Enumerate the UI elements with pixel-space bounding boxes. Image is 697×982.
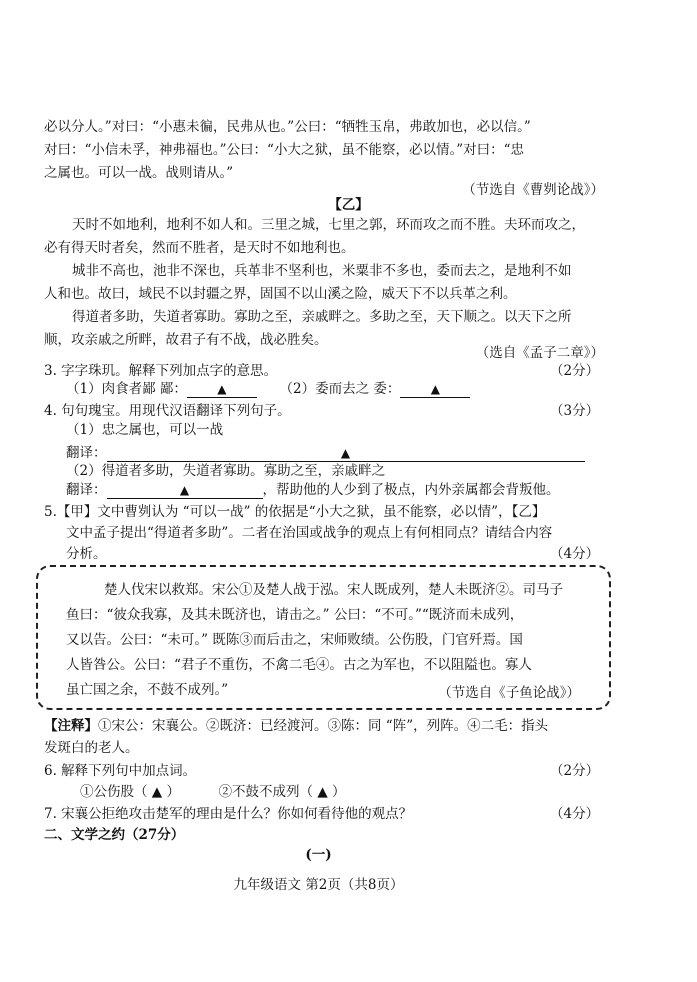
- q6-items: [80, 783, 640, 801]
- q6-score: （2分）: [550, 763, 600, 779]
- page-footer: 九年级语文 第2页（共8页）: [233, 877, 404, 893]
- answer-marker-icon: ▲: [340, 446, 351, 460]
- notes-text-1: ①宋公：宋襄公。②既济：已经渡河。③陈：同 “阵”，列阵。④二毛：指头: [98, 718, 549, 734]
- q6-item-a[interactable]: ①公伤股（ ▲ ）: [80, 784, 180, 800]
- passage-yi-p1b: 必有得天时者矣，然而不胜者，是天时不如地利也。: [44, 240, 355, 256]
- section2-sub: (一): [305, 847, 332, 863]
- q4-translation-1: [66, 444, 626, 462]
- passage-yi-p2b: 人和也。故曰，域民不以封疆之界，固国不以山溪之险，威天下不以兵革之利。: [44, 286, 517, 302]
- q6-item-b[interactable]: ②不鼓不成列（ ▲ ）: [218, 784, 346, 800]
- passage-yi-heading: 【乙】: [328, 197, 369, 213]
- q5-line-3: 分析。: [66, 546, 107, 562]
- passage-jia-source: （节选自《曹刿论战》）: [462, 182, 604, 198]
- section2-title: 二、文学之约（27分）: [44, 827, 185, 843]
- passage-bing-line-4: 人皆咎公。公曰：“君子不重伤，不禽二毛④。古之为军也，不以阻隘也。寡人: [66, 657, 532, 673]
- q5-line-1: 5.【甲】文中曹刿认为 “可以一战” 的依据是“小大之狱，虽不能察，必以情”，【乙】: [44, 504, 546, 520]
- passage-bing-line-3: 又以告。公曰：“未可。” 既陈③而后击之，宋师败绩。公伤股，门官歼焉。国: [66, 632, 523, 648]
- q3-stem: 3. 字字珠玑。解释下列加点字的意思。: [44, 363, 278, 379]
- q3-b-label: （2）委而去之 委：: [279, 381, 401, 397]
- answer-marker-icon: ▲: [217, 382, 227, 396]
- q4-translation-2-tail: ，帮助他的人少到了极点，内外亲属都会背叛他。: [262, 482, 560, 498]
- q4-translation-2: [66, 481, 626, 499]
- q4-translation-2-blank[interactable]: [107, 483, 263, 499]
- q4-trans-label-1: 翻译：: [66, 445, 107, 461]
- q4-stem: 4. 句句瑰宝。用现代汉语翻译下列句子。: [44, 403, 291, 419]
- answer-marker-icon: ▲: [430, 382, 440, 396]
- q7-score: （4分）: [550, 806, 600, 822]
- q4-trans-label-2: 翻译：: [66, 482, 107, 498]
- q4-score: （3分）: [550, 403, 600, 419]
- answer-marker-icon: ▲: [179, 483, 190, 497]
- q6-stem: 6. 解释下列句中加点词。: [44, 763, 197, 779]
- passage-yi-p1a: 天时不如地利，地利不如人和。三里之城，七里之郭，环而攻之而不胜。夫环而攻之，: [72, 217, 585, 233]
- notes-label: 【注释】: [44, 718, 98, 734]
- q3-a-answer-blank[interactable]: [187, 382, 257, 398]
- notes-line-1: [44, 717, 604, 735]
- passage-jia-line-1: 必以分人。”对曰：“小惠未徧，民弗从也。”公曰：“牺牲玉帛，弗敢加也，必以信。”: [44, 119, 531, 135]
- notes-line-2: 发斑白的老人。: [44, 740, 139, 756]
- passage-bing-source: （节选自《子鱼论战》）: [438, 685, 580, 701]
- q3-a-label: （1）肉食者鄙 鄙：: [66, 381, 187, 397]
- passage-yi-source: （选自《孟子二章》）: [475, 345, 604, 361]
- q5-line-2: 文中孟子提出“得道者多助”。二者在治国或战争的观点上有何相同点？请结合内容: [66, 525, 553, 541]
- passage-yi-p3b: 顺，攻亲戚之所畔，故君子有不战，战必胜矣。: [44, 332, 328, 348]
- passage-yi-p2a: 城非不高也，池非不深也，兵革非不坚利也，米粟非不多也，委而去之，是地利不如: [72, 263, 572, 279]
- q4-translation-1-blank[interactable]: [107, 446, 585, 462]
- passage-bing-line-5: 虽亡国之余，不鼓不成列。”: [66, 682, 229, 698]
- passage-bing-line-2: 鱼曰：“彼众我寡，及其未既济也，请击之。” 公曰：“不可。”“既济而未成列，: [66, 607, 524, 623]
- passage-jia-line-2: 对曰：“小信未孚，神弗福也。”公曰：“小大之狱，虽不能察，必以情。”对曰：“忠: [44, 142, 525, 158]
- q3-score: （2分）: [550, 363, 600, 379]
- q3-items: [66, 380, 626, 398]
- q7-stem: 7. 宋襄公拒绝攻击楚军的理由是什么？你如何看待他的观点？: [44, 806, 413, 822]
- q3-b-answer-blank[interactable]: [400, 382, 470, 398]
- q5-score: （4分）: [550, 546, 600, 562]
- q4-sentence-1: （1）忠之属也，可以一战: [66, 422, 224, 438]
- q4-sentence-2: （2）得道者多助，失道者寡助。寡助之至，亲戚畔之: [66, 463, 386, 479]
- passage-yi-p3a: 得道者多助，失道者寡助。寡助之至，亲戚畔之。多助之至，天下顺之。以天下之所: [72, 309, 572, 325]
- passage-jia-line-3: 之属也。可以一战。战则请从。”: [44, 165, 234, 181]
- passage-bing-line-1: 楚人伐宋以救郑。宋公①及楚人战于泓。宋人既成列，楚人未既济②。司马子: [104, 582, 563, 598]
